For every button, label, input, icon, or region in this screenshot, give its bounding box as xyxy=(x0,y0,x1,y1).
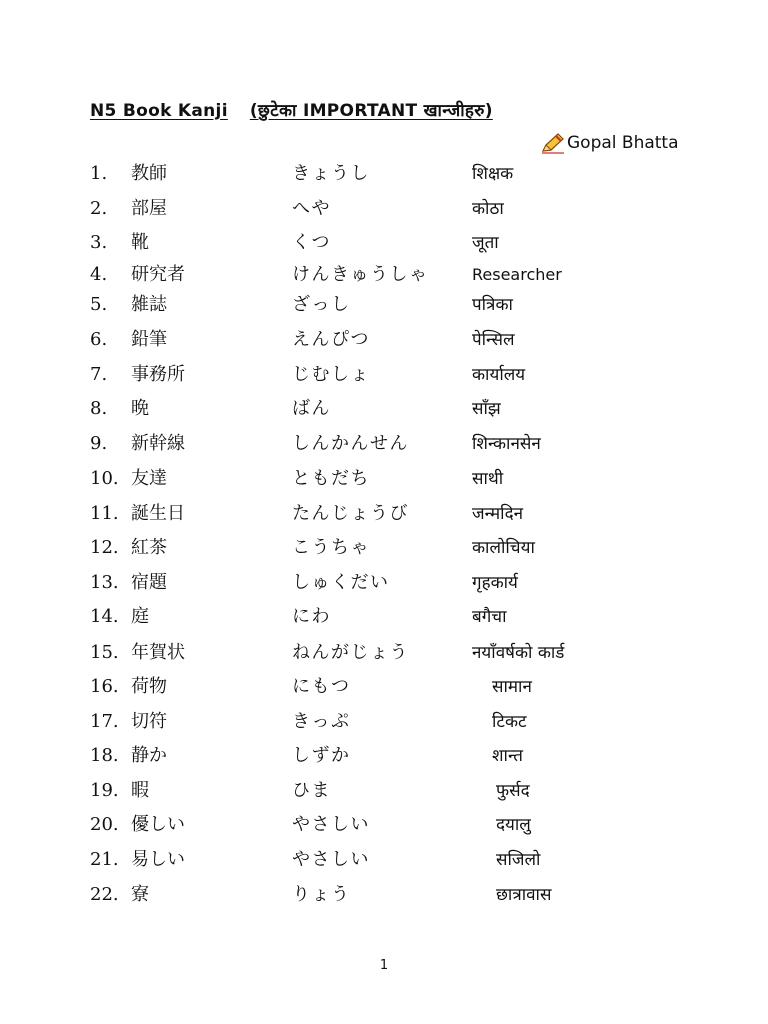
page-number: 1 xyxy=(379,958,389,973)
vocab-kanji: 静か xyxy=(131,745,167,766)
vocab-kanji: 部屋 xyxy=(131,198,167,219)
vocab-row xyxy=(0,569,768,597)
vocab-row xyxy=(0,430,768,458)
vocab-kanji: 研究者 xyxy=(131,264,185,285)
vocab-meaning: छात्रावास xyxy=(496,885,552,905)
vocab-reading: しんかんせん xyxy=(292,433,409,454)
vocab-kanji: 優しい xyxy=(131,814,185,835)
vocab-reading: りょう xyxy=(292,884,351,905)
vocab-row xyxy=(0,261,768,289)
vocab-row xyxy=(0,603,768,631)
vocab-row xyxy=(0,846,768,874)
vocab-number: 10. xyxy=(90,468,119,489)
vocab-row xyxy=(0,673,768,701)
vocab-kanji: 寮 xyxy=(131,884,149,905)
vocab-meaning: सजिलो xyxy=(496,850,541,870)
vocab-kanji: 雑誌 xyxy=(131,294,167,315)
vocab-row xyxy=(0,465,768,493)
vocab-row xyxy=(0,639,768,667)
vocab-kanji: 暇 xyxy=(131,780,149,801)
vocab-reading: にわ xyxy=(292,606,331,627)
vocab-number: 21. xyxy=(90,849,119,870)
vocab-kanji: 鉛筆 xyxy=(131,329,167,350)
vocab-meaning: शिन्कानसेन xyxy=(472,434,541,454)
vocab-number: 13. xyxy=(90,572,119,593)
vocab-row xyxy=(0,195,768,223)
vocab-meaning: बगैचा xyxy=(472,607,507,627)
vocab-reading: やさしい xyxy=(292,814,370,835)
vocab-kanji: 年賀状 xyxy=(131,642,185,663)
vocab-kanji: 教師 xyxy=(131,163,167,184)
vocab-number: 3. xyxy=(90,232,108,253)
vocab-number: 16. xyxy=(90,676,119,697)
vocab-row xyxy=(0,500,768,528)
vocab-kanji: 宿題 xyxy=(131,572,167,593)
vocab-number: 17. xyxy=(90,711,119,732)
vocab-reading: ひま xyxy=(292,780,331,801)
vocab-meaning: पत्रिका xyxy=(472,295,513,315)
vocab-reading: こうちゃ xyxy=(292,537,370,558)
vocab-meaning: नयाँवर्षको कार्ड xyxy=(472,643,565,663)
vocab-meaning: कालोचिया xyxy=(472,538,535,558)
vocab-row xyxy=(0,291,768,319)
vocab-reading: しゅくだい xyxy=(292,572,390,593)
vocab-number: 19. xyxy=(90,780,119,801)
vocab-meaning: शिक्षक xyxy=(472,164,514,184)
vocab-kanji: 切符 xyxy=(131,711,167,732)
vocab-reading: けんきゅうしゃ xyxy=(292,264,429,285)
vocab-row xyxy=(0,742,768,770)
vocab-meaning: दयालु xyxy=(496,815,531,835)
vocab-meaning: टिकट xyxy=(492,712,527,732)
vocab-row xyxy=(0,395,768,423)
vocab-kanji: 紅茶 xyxy=(131,537,167,558)
vocab-number: 11. xyxy=(90,503,119,524)
vocab-row xyxy=(0,708,768,736)
vocab-row xyxy=(0,881,768,909)
vocab-kanji: 晩 xyxy=(131,398,149,419)
vocab-number: 2. xyxy=(90,198,108,219)
vocab-kanji: 新幹線 xyxy=(131,433,185,454)
vocab-number: 14. xyxy=(90,606,119,627)
vocab-number: 9. xyxy=(90,433,108,454)
vocab-reading: ねんがじょう xyxy=(292,642,409,663)
vocab-reading: じむしょ xyxy=(292,364,370,385)
vocab-row xyxy=(0,326,768,354)
vocab-number: 5. xyxy=(90,294,108,315)
vocab-meaning: शान्त xyxy=(492,746,523,766)
vocab-reading: ざっし xyxy=(292,294,351,315)
vocab-number: 7. xyxy=(90,364,108,385)
vocab-reading: きょうし xyxy=(292,163,370,184)
title-part-2: (छुटेका IMPORTANT खान्जीहरु) xyxy=(249,101,493,121)
vocab-row xyxy=(0,777,768,805)
vocab-row xyxy=(0,229,768,257)
vocab-reading: しずか xyxy=(292,745,351,766)
vocab-kanji: 荷物 xyxy=(131,676,167,697)
vocab-meaning: साँझ xyxy=(472,399,501,419)
author-name: Gopal Bhatta xyxy=(567,133,679,153)
vocab-row xyxy=(0,811,768,839)
vocab-number: 1. xyxy=(90,163,108,184)
vocab-meaning: कोठा xyxy=(472,199,504,219)
vocab-row xyxy=(0,160,768,188)
vocab-reading: にもつ xyxy=(292,676,351,697)
vocab-meaning: साथी xyxy=(472,469,504,489)
vocab-number: 4. xyxy=(90,264,108,285)
vocab-number: 15. xyxy=(90,642,119,663)
vocab-meaning: फुर्सद xyxy=(496,781,530,801)
vocab-number: 8. xyxy=(90,398,108,419)
vocab-meaning: सामान xyxy=(492,677,532,697)
vocab-reading: くつ xyxy=(292,232,331,253)
vocab-kanji: 易しい xyxy=(131,849,185,870)
vocab-meaning: Researcher xyxy=(472,265,562,284)
vocab-reading: やさしい xyxy=(292,849,370,870)
vocab-row xyxy=(0,361,768,389)
vocab-kanji: 事務所 xyxy=(131,364,185,385)
vocab-number: 20. xyxy=(90,814,119,835)
vocab-reading: えんぴつ xyxy=(292,329,370,350)
vocab-meaning: पेन्सिल xyxy=(472,330,515,350)
vocab-kanji: 庭 xyxy=(131,606,149,627)
vocab-meaning: जन्मदिन xyxy=(472,504,524,524)
title-part-1: N5 Book Kanji xyxy=(90,101,228,121)
vocab-meaning: कार्यालय xyxy=(472,365,526,385)
vocab-number: 6. xyxy=(90,329,108,350)
vocab-kanji: 友達 xyxy=(131,468,167,489)
vocab-number: 18. xyxy=(90,745,119,766)
vocab-kanji: 誕生日 xyxy=(131,503,185,524)
vocab-reading: ともだち xyxy=(292,468,370,489)
vocab-number: 12. xyxy=(90,537,119,558)
vocab-reading: ばん xyxy=(292,398,331,419)
vocab-meaning: जूता xyxy=(472,233,499,253)
vocab-number: 22. xyxy=(90,884,119,905)
vocab-meaning: गृहकार्य xyxy=(472,573,518,593)
vocab-kanji: 靴 xyxy=(131,232,149,253)
vocab-reading: へや xyxy=(292,198,331,219)
vocab-row xyxy=(0,534,768,562)
vocab-reading: きっぷ xyxy=(292,711,351,732)
vocab-reading: たんじょうび xyxy=(292,503,409,524)
